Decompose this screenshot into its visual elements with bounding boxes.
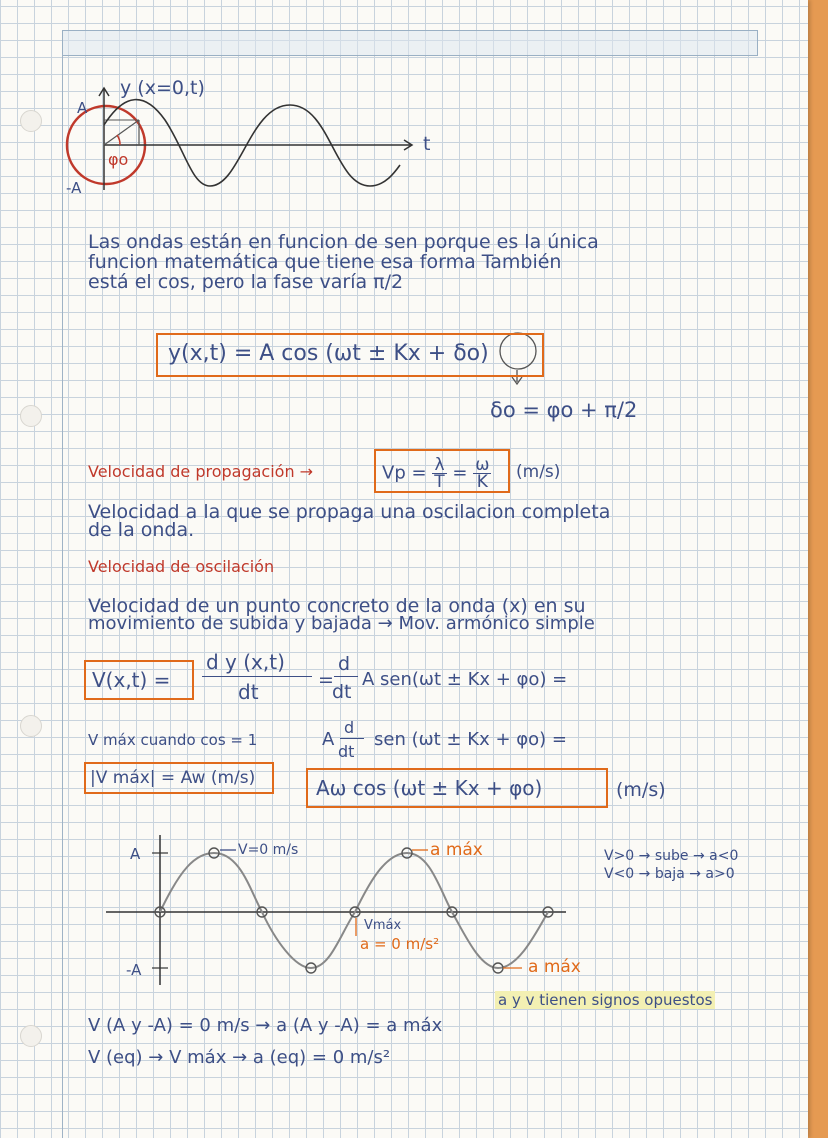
vmax-formula: |V máx| = Aw (m/s)	[90, 768, 256, 788]
step2-rhs: sen (ωt ± Kx + φo) =	[374, 729, 567, 750]
k-symbol: K	[476, 472, 488, 492]
intro-line-1: Las ondas están en funcion de sen porque es la única	[88, 231, 599, 253]
oscillation-heading: Velocidad de oscilación	[88, 557, 275, 576]
velocity-lhs: V(x,t) =	[92, 668, 171, 692]
note-v-negative: V<0 → baja → a>0	[604, 866, 735, 882]
graph2-amp-top: A	[130, 845, 141, 863]
graph1-title: y (x=0,t)	[120, 77, 205, 99]
graph2-amax-bottom: a máx	[528, 957, 581, 977]
propagation-desc-line-2: de la onda.	[88, 519, 195, 541]
bottom-line-1: V (A y -A) = 0 m/s → a (A y -A) = a máx	[88, 1015, 443, 1036]
graph1-axis-label: t	[423, 133, 431, 155]
highlight-text: a y v tienen signos opuestos	[495, 991, 715, 1009]
graph2-amp-bottom: -A	[126, 961, 142, 979]
bottom-line-2: V (eq) → V máx → a (eq) = 0 m/s²	[88, 1047, 391, 1068]
result-formula: Aω cos (ωt ± Kx + φo)	[316, 776, 543, 800]
derivative-denominator: dt	[238, 680, 259, 704]
graph2-a0-label: a = 0 m/s²	[360, 935, 440, 953]
graph2-v0-label: V=0 m/s	[238, 842, 299, 858]
graph1-amp-bottom: -A	[66, 179, 82, 197]
vp-symbol: Vp	[382, 462, 406, 484]
derivative-rhs: A sen(ωt ± Kx + φo) =	[362, 669, 568, 690]
vmax-note: V máx cuando cos = 1	[88, 731, 258, 749]
step2-dt: dt	[338, 742, 355, 761]
omega-symbol: ω	[475, 455, 490, 475]
step2-d: d	[344, 718, 355, 737]
oscillation-line-2: movimiento de subida y bajada → Mov. armónico simple	[88, 613, 595, 634]
equals-sign: =	[318, 669, 334, 691]
intro-line-2: funcion matemática que tiene esa forma También	[88, 251, 562, 273]
fraction-bar-small	[334, 676, 358, 677]
propagation-unit: (m/s)	[516, 462, 561, 482]
result-unit: (m/s)	[616, 779, 666, 801]
graph1-amp-top: A	[77, 99, 88, 117]
intro-line-3: está el cos, pero la fase varía π/2	[88, 271, 404, 293]
wave-equation: y(x,t) = A cos (ωt ± Kx + δo)	[168, 341, 489, 366]
delta-equation: δo = φo + π/2	[490, 398, 638, 422]
fraction-bar	[202, 676, 312, 677]
step2-amplitude: A	[322, 729, 335, 750]
derivative-numerator: d y (x,t)	[206, 650, 285, 674]
dt-denominator: dt	[332, 681, 352, 703]
graph2-vmax-label: Vmáx	[364, 918, 402, 933]
d-numerator: d	[338, 653, 351, 675]
wave-curve	[104, 100, 400, 186]
opposite-signs-note	[495, 988, 715, 1012]
graph1-phase-label: φo	[108, 150, 129, 169]
propagation-label: Velocidad de propagación →	[88, 462, 314, 481]
period-symbol: T	[434, 472, 445, 492]
note-v-positive: V>0 → sube → a<0	[604, 848, 739, 864]
propagation-formula: Vp = $\frac{\lambda}{T}$ = $\frac{\omega}{K}$	[382, 455, 490, 492]
graph2-wave	[160, 853, 548, 968]
oscillation-line-1: Velocidad de un punto concreto de la onda (x) en su	[88, 595, 586, 617]
graph2-amax-top: a máx	[430, 840, 483, 860]
lambda-symbol: λ	[432, 457, 446, 474]
step2-fraction-bar	[340, 738, 364, 739]
propagation-desc-line-1: Velocidad a la que se propaga una oscilacion completa	[88, 501, 611, 523]
